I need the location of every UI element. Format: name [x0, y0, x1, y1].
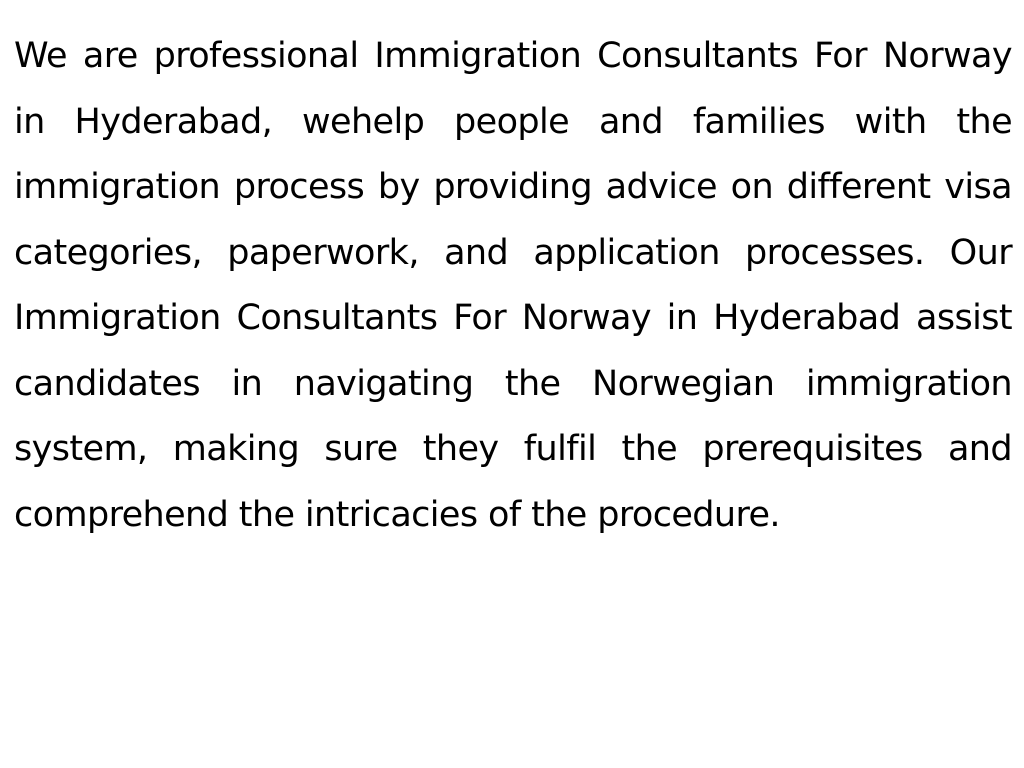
- slide-body-text: We are professional Immigration Consultants For Norway in Hyderabad, wehelp people and families with the immigration process by providing advice on different visa categories, paperwork, and application processes. Our Immigration Consultants For Norway in Hyderabad assist candidates in navigating the Norwegian immigration system, making sure they fulfil the prerequisites and comprehend the intricacies of the procedure.: [14, 36, 1012, 535]
